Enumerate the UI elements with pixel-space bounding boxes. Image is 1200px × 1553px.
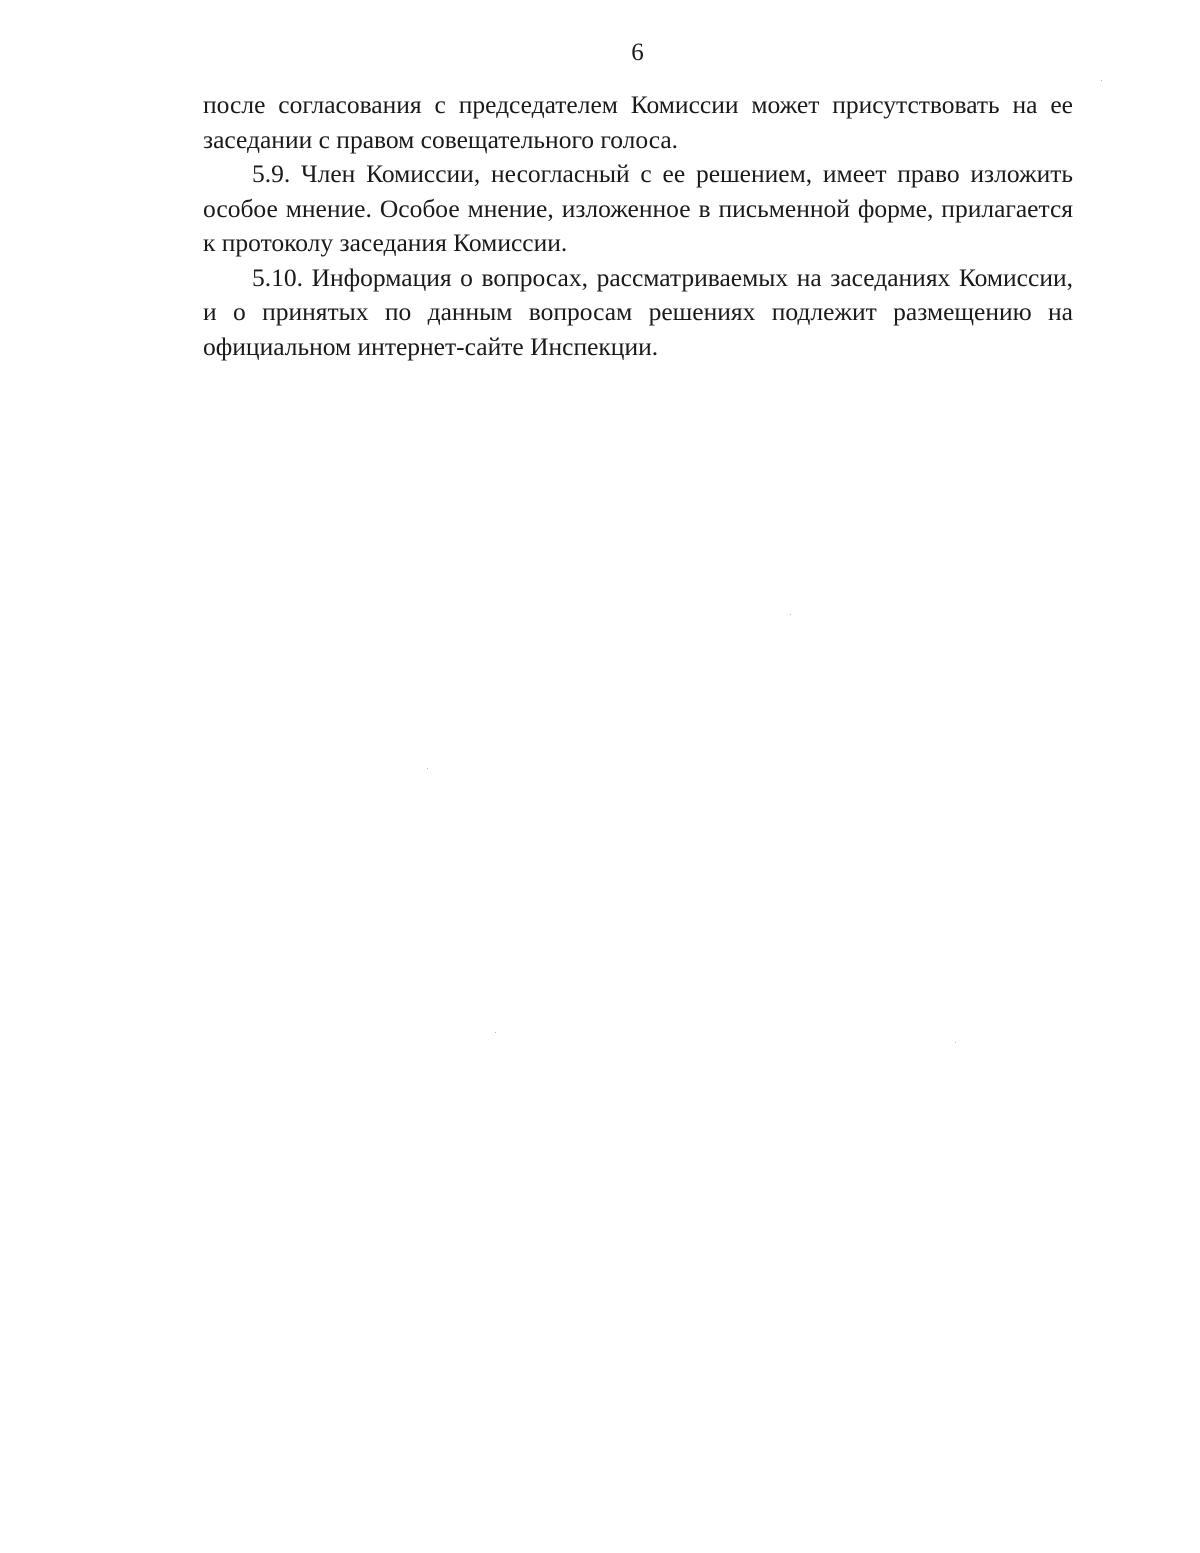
scan-speck — [955, 1042, 956, 1043]
paragraph-continuation: после согласования с председателем Комиссии может присутствовать на ее заседании с правом совещательного голоса. — [203, 90, 1073, 154]
paragraph-5-9: 5.9. Член Комиссии, несогласный с ее решением, имеет право изложить особое мнение. Особое мнение, изложенное в письменной форме, прилагается к протоколу заседания Комиссии. — [203, 159, 1073, 257]
page-number: 6 — [631, 39, 644, 66]
document-body — [203, 88, 1073, 364]
scan-speck — [1101, 80, 1102, 81]
scan-speck — [427, 768, 428, 769]
scan-speck — [495, 1032, 496, 1033]
scan-speck — [790, 614, 791, 615]
paragraph-5-10: 5.10. Информация о вопросах, рассматриваемых на заседаниях Комиссии, и о принятых по данным вопросам решениях подлежит размещению на официальном интернет-сайте Инспекции. — [203, 262, 1073, 361]
